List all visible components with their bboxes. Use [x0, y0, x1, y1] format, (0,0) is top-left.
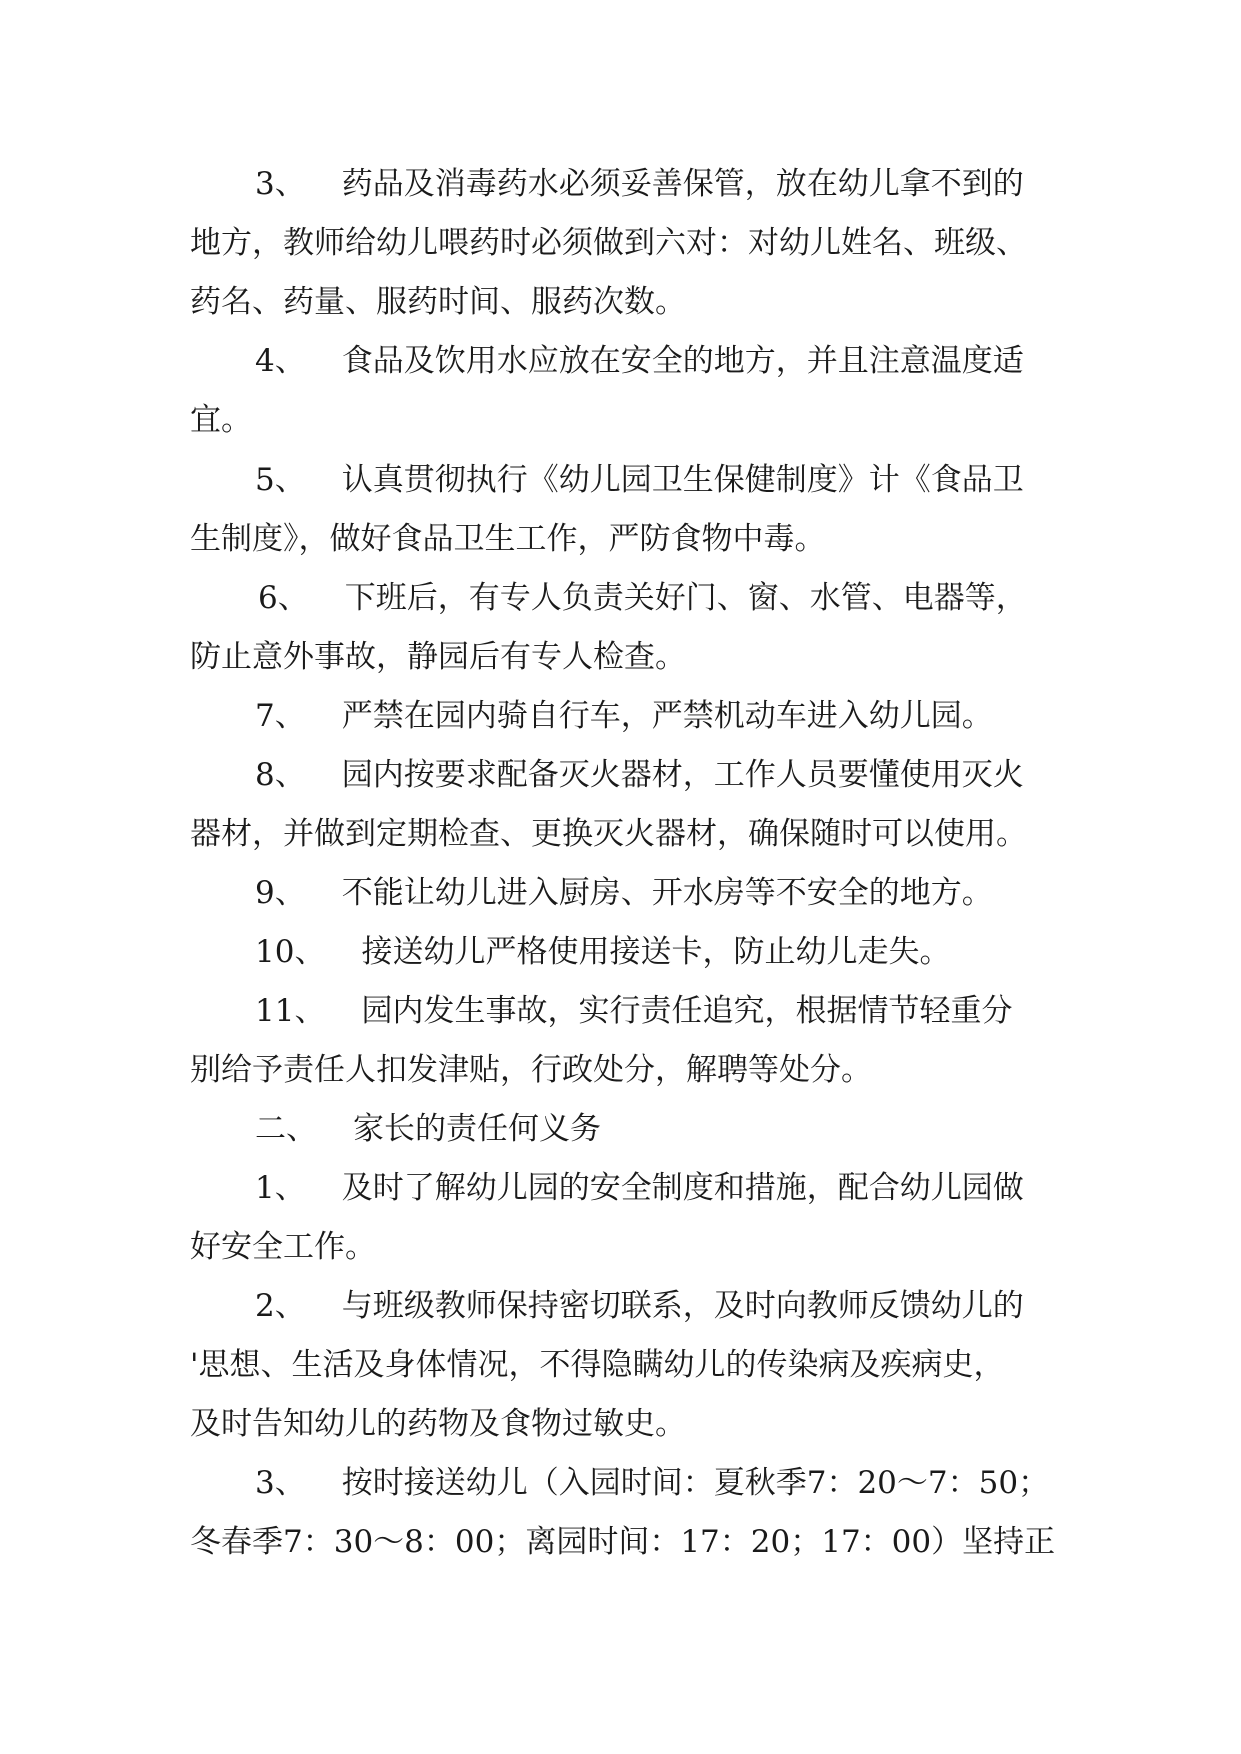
- item-number: 3、: [255, 1465, 306, 1501]
- paragraph-text: 与班级教师保持密切联系，及时向教师反馈幼儿的: [341, 1288, 1024, 1324]
- item-number: 8、: [255, 757, 306, 793]
- item-number: 1、: [255, 1170, 306, 1206]
- paragraph-line: [255, 1168, 1024, 1208]
- item-number: 9、: [255, 875, 306, 911]
- paragraph-line: [255, 1286, 1024, 1326]
- paragraph-line: [255, 696, 993, 736]
- paragraph-text: 药品及消毒药水必须妥善保管，放在幼儿拿不到的: [341, 166, 1024, 202]
- paragraph-text: 食品及饮用水应放在安全的地方，并且注意温度适: [341, 343, 1024, 379]
- item-number: 11、: [255, 993, 326, 1029]
- paragraph-line: 好安全工作。: [190, 1229, 376, 1265]
- paragraph-line: 冬春季7：30～8：00；离园时间：17：20；17：00）坚持正: [190, 1524, 1056, 1560]
- item-number: 7、: [255, 698, 306, 734]
- paragraph-line: [255, 991, 1012, 1031]
- item-number: 5、: [255, 462, 306, 498]
- paragraph-text: 园内按要求配备灭火器材，工作人员要懂使用灭火: [341, 757, 1024, 793]
- paragraph-line: [255, 1463, 1049, 1503]
- item-number: 6、: [258, 580, 309, 616]
- paragraph-text: 下班后，有专人负责关好门、窗、水管、电器等，: [344, 580, 1027, 616]
- paragraph-line: '思想、生活及身体情况，不得隐瞒幼儿的传染病及疾病史，: [190, 1347, 1005, 1383]
- item-number: 3、: [255, 166, 306, 202]
- paragraph-line: [255, 755, 1024, 795]
- paragraph-line: 生制度》，做好食品卫生工作，严防食物中毒。: [190, 521, 826, 557]
- item-number: 4、: [255, 343, 306, 379]
- paragraph-line: [255, 873, 993, 913]
- paragraph-text: 及时了解幼儿园的安全制度和措施，配合幼儿园做: [341, 1170, 1024, 1206]
- paragraph-line: 器材，并做到定期检查、更换灭火器材，确保随时可以使用。: [190, 816, 1027, 852]
- paragraph-line: [255, 164, 1024, 204]
- paragraph-line: 及时告知幼儿的药物及食物过敏史。: [190, 1406, 686, 1442]
- paragraph-text: 接送幼儿严格使用接送卡，防止幼儿走失。: [361, 934, 951, 970]
- paragraph-text: 认真贯彻执行《幼儿园卫生保健制度》计《食品卫: [341, 462, 1024, 498]
- paragraph-text: 园内发生事故，实行责任追究，根据情节轻重分: [361, 993, 1013, 1029]
- paragraph-text: 按时接送幼儿（入园时间：夏秋季7：20～7：50；: [341, 1465, 1050, 1501]
- paragraph-line: [258, 578, 1027, 618]
- section-title: 家长的责任何义务: [353, 1111, 601, 1147]
- paragraph-line: 防止意外事故，静园后有专人检查。: [190, 639, 686, 675]
- paragraph-line: 药名、药量、服药时间、服药次数。: [190, 284, 686, 320]
- paragraph-text: 不能让幼儿进入厨房、开水房等不安全的地方。: [341, 875, 993, 911]
- section-number: 二、: [255, 1111, 317, 1147]
- paragraph-line: [255, 460, 1024, 500]
- item-number: 2、: [255, 1288, 306, 1324]
- paragraph-line: 宜。: [190, 402, 252, 438]
- paragraph-line: [255, 341, 1024, 381]
- item-number: 10、: [255, 934, 326, 970]
- paragraph-line: [255, 932, 950, 972]
- paragraph-line: 别给予责任人扣发津贴，行政处分，解聘等处分。: [190, 1052, 872, 1088]
- paragraph-text: 严禁在园内骑自行车，严禁机动车进入幼儿园。: [341, 698, 993, 734]
- section-heading: [255, 1109, 601, 1149]
- paragraph-line: 地方，教师给幼儿喂药时必须做到六对：对幼儿姓名、班级、: [190, 225, 1027, 261]
